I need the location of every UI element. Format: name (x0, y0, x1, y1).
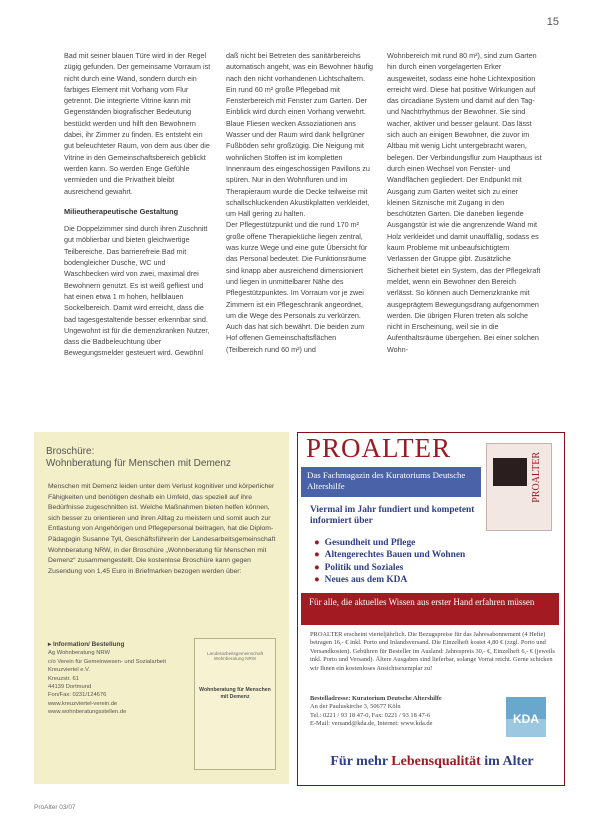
list-item: ● Politik und Soziales (314, 562, 404, 573)
cover-logo: PROALTER (531, 452, 542, 503)
brochure-cover-image: Landesarbeitsgemeinschaft Wohnberatung NRW Wohnberatung für Menschen mit Demenz (194, 638, 276, 770)
order-info-line: Kreuzviertel e.V. (48, 667, 90, 674)
contact-links[interactable]: E-Mail: versand@kda.de, Internet: www.kda.de (310, 720, 433, 728)
paragraph: Bad mit seiner blauen Türe wird in der Regel zügig gefunden. Der gemeinsame Vorraum ist nicht durch eine Wand, sondern durch ein farbiges Element mit Vorhang vom Flur getrennt. Die integrierte Vitrine kann mit Gegenständen biografischer Bedeutung bestückt werden und hilft den Bewohnern dabei, ihr Zimmer zu finden. Es entsteht ein gut beleuchteter Raum, von dem aus über die Vitrine in den Gemeinschaftsbereich geblickt werden kann. So werden Enge Gefühle vermieden und die Privatheit bleibt ausreichend gewahrt. (64, 51, 211, 196)
infobox-body: Menschen mit Demenz leiden unter dem Verlust kognitiver und körperlicher Fähigkeiten und benötigen deshalb ein Umfeld, das speziell auf ihre Bedürfnisse zugeschnitten ist. Welche Maßnahmen bieten helfen können, sich besser zu orientieren und ihren Alltag zu meistern und somit auch zur Entlastung von Angehörigen und Pflegepersonal beitragen, hat die Diplom-Pädagogin Susanne Tyll, Geschäftsführerin der Landesarbeitsgemeinschaft Wohnberatung NRW, in der Broschüre „Wohnberatung für Menschen mit Demenz“ zusammengestellt. Die kostenlose Broschüre kann gegen Zusendung von 1,45 Euro in Briefmarken bezogen werden über: (48, 483, 276, 575)
list-item: ● Gesundheit und Pflege (314, 538, 416, 548)
proalter-logo: PROALTER (306, 433, 452, 463)
magazine-cover-image (486, 443, 552, 531)
infobox-title: Broschüre: Wohnberatung für Menschen mit Demenz (46, 446, 231, 469)
paragraph: Ein rund 60 m² große Pflegebad mit Fensterbereich mit Fenster zum Garten. Der Einblick wird durch einen Vorhang verwehrt. Blaue Fliesen wecken Assoziationen ans Wasser und der Raum wird dank hellgrüner Fußböden sehr großzügig. Die Neigung mit wohnlichen Stoffen ist im kompletten Innenraum des eingeschossigen Pavillons zu spüren. Nur in den Wohnfluren und im Therapieraum wurde die Decke teilweise mit schallschluckenden Akustikplatten verkleidet, um Hall gering zu halten. (226, 84, 370, 219)
order-address: Bestelladresse: Kuratorium Deutsche Altershilfe An der Pauluskirche 3, 50677 Köln Tel.: 0221 / 93 18 47-0, Fax: 0221 / 93 18 47-6 E-Mail: versand@kda.de, Internet: www.kda.de (310, 695, 485, 729)
red-banner: Für alle, die aktuelles Wissen aus erster Hand erfahren müssen (301, 593, 559, 625)
cover-photo (493, 458, 527, 486)
blue-banner: Das Fachmagazin des Kuratoriums Deutsche Altershilfe (301, 467, 481, 497)
order-info-line: Fon/Fax: 0231/124676 (48, 692, 107, 699)
text-column-3 (387, 50, 542, 355)
paragraph: Wohnbereich mit rund 80 m²), sind zum Garten hin durch einen vorgelagerten Erker ausgeweitet, sodass eine hohe Lichtexposition erreicht wird. Diese hat positive Wirkungen auf das circadiane System und damit auf den Tag- und Nachtrhythmus der Bewohner. Sie sind wacher, aktiver und besser gelaunt. Das lässt sich auch an einigen Bewohner, die zuvor im Altbau mit wenig Licht untergebracht waren, belegen. Der Verbindungsflur zum Haupthaus ist durch einen Wechsel von Fenster- und Wandflächen gegliedert. Der Endpunkt mit Ausgang zum Garten weitet sich zu einer kleinen Sitznische mit Zugang in den beschützten Garten. Die daneben liegende Ausgangstür ist wie die angrenzende Wand mit Holz verkleidet und damit unauffällig, sodass es kaum Probleme mit unbeaufsichtigtem Verlassen der Gruppe gibt. Zusätzliche Sicherheit bietet ein System, das der Pflegekraft meldet, wenn ein Bewohner den Bereich verlässt. So können auch Demenzkranke mit ausgeprägtem Bewegungsdrang aufgenommen werden. Die übrigen Fluren treten als solche nicht in Erscheinung, weil sie in die Aufenthaltsräume übergehen. Bei einer solchen Wohn- (387, 51, 542, 354)
order-info-line: Ag Wohnberatung NRW (48, 650, 110, 657)
link-website[interactable]: www.wohnberatungsstellen.de (48, 709, 127, 716)
text-column-1 (64, 50, 212, 359)
paragraph: Die Doppelzimmer sind durch ihren Zuschnitt gut möblierbar und bieten gleichwertige Teilbereiche. Das barrierefreie Bad mit bodengleicher Dusche, WC und Waschbecken wird von zwei, maximal drei Bewohnern genutzt. Es ist weiß gefliest und hat einen etwa 1 m hohen, hellblauen Sockelbereich. Damit wird erreicht, dass die bad tagesgestaltende besser erkennbar sind. Ungewohnt ist für die demenzkranken Nutzer, dass die Badbeleuchtung über Bewegungsmelder gesteuert wird. Gewöhnl (64, 224, 210, 358)
list-item: ● Altengerechtes Bauen und Wohnen (314, 550, 466, 561)
link-website[interactable]: www.kreuzviertel-verein.de (48, 700, 118, 707)
brochure-infobox (34, 432, 289, 784)
order-info-line: c/o Verein für Gemeinwesen- und Sozialarbeit (48, 658, 166, 665)
svg-text:KDA: KDA (513, 712, 539, 726)
order-info-heading: ▸ Information/ Bestellung (48, 641, 125, 648)
proalter-advert (297, 432, 565, 786)
order-info (48, 641, 188, 717)
paragraph: Der Pflegestützpunkt und die rund 170 m² große offene Therapieküche liegen zentral, was kurze Wege und eine gute Übersicht für das Personal bedeutet. Die Funktionsräume sind knapp aber ausreichend dimensioniert und liegen in unmittelbarer Nähe des Pflegestützpunktes. Im Vorraum vor je zwei Zimmern ist ein Pflegeschrank angeordnet, um die Wege des Personals zu verkürzen. Auch das hat sich bewährt. Die beiden zum Hof offenen Gemeinschaftsflächen (Teilbereich rund 60 m²) und (226, 220, 368, 354)
kda-logo (504, 695, 548, 739)
page-number: 15 (546, 16, 559, 28)
section-heading: Milieutherapeutische Gestaltung (64, 206, 179, 216)
bullet-list (314, 537, 514, 587)
subscription-info: PROALTER erscheint vierteljährlich. Die Bezugspreise für das Jahresabonnement (4 Hefte) betragen 16,- € inkl. Porto und Inlandsversand. Die Einzelheft kostet 4,80 € (zzgl. Porto und Versandkosten). Gebühren für Besteller im Ausland: Jahrespreis 30,- €, Einzelheft 6,- € (jeweils inkl. Porto und Versand). Ältere Ausgaben sind lieferbar, solange Vorrat reicht. Gerne schicken wir Ihnen ein kostenloses Ansichtsexemplar zu! (310, 631, 555, 672)
list-item: ● Neues aus dem KDA (314, 575, 408, 586)
advert-tagline: Für mehr Lebensqualität im Alter (330, 754, 534, 769)
advert-lead: Viermal im Jahr fundiert und kompetent informiert über (310, 505, 475, 526)
text-column-2 (226, 50, 374, 355)
order-info-line: Kreuzstr. 61 (48, 675, 79, 682)
order-info-line: 44139 Dortmund (48, 684, 92, 691)
paragraph: daß nicht bei Betreten des sanitärbereichs automatisch angeht, was ein Bewohner häufig nach den nicht vorhandenen Lichtschaltern. (226, 51, 374, 83)
page-footer: ProAlter 03/07 (34, 804, 76, 811)
